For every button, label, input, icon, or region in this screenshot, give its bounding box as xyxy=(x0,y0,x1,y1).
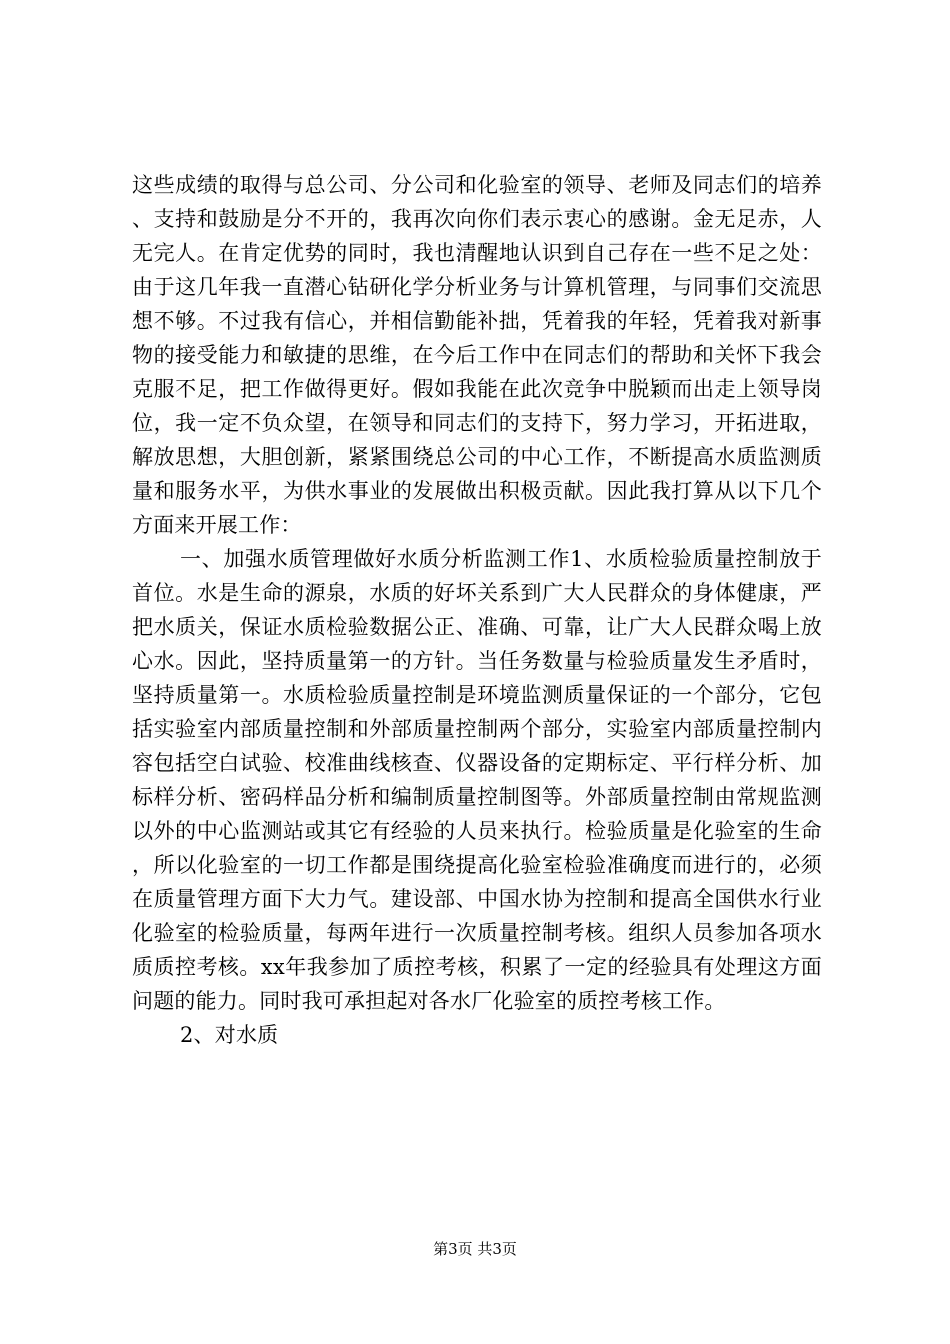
page-number-footer: 第3页 共3页 xyxy=(433,1240,517,1258)
paragraph-section-2-heading: 2、对水质 xyxy=(180,1023,279,1047)
paragraph-water-quality-management: 一、加强水质管理做好水质分析监测工作1、水质检验质量控制放于首位。水是生命的源泉，水质的好坏关系到广大人民群众的身体健康，严把水质关，保证水质检验数据公正、准确、可靠，让广大人民群众喝上放心水。因此，坚持质量第一的方针。当任务数量与检验质量发生矛盾时，坚持质量第一。水质检验质量控制是环境监测质量保证的一个部分，它包括实验室内部质量控制和外部质量控制两个部分，实验室内部质量控制内容包括空白试验、校准曲线核查、仪器设备的定期标定、平行样分析、加标样分析、密码样品分析和编制质量控制图等。外部质量控制由常规监测以外的中心监测站或其它有经验的人员来执行。检验质量是化验室的生命，所以化验室的一切工作都是围绕提高化验室检验准确度而进行的，必须在质量管理方面下大力气。建设部、中国水协为控制和提高全国供水行业化验室的检验质量，每两年进行一次质量控制考核。组织人员参加各项水质质控考核。xx年我参加了质控考核，积累了一定的经验具有处理这方面问题的能力。同时我可承担起对各水厂化验室的质控考核工作。 xyxy=(132,547,822,1013)
document-body xyxy=(132,168,822,1052)
paragraph-acknowledgement: 这些成绩的取得与总公司、分公司和化验室的领导、老师及同志们的培养、支持和鼓励是分不开的，我再次向你们表示衷心的感谢。金无足赤，人无完人。在肯定优势的同时，我也清醒地认识到自己存在一些不足之处：由于这几年我一直潜心钻研化学分析业务与计算机管理，与同事们交流思想不够。不过我有信心，并相信勤能补拙，凭着我的年轻，凭着我对新事物的接受能力和敏捷的思维，在今后工作中在同志们的帮助和关怀下我会克服不足，把工作做得更好。假如我能在此次竞争中脱颖而出走上领导岗位，我一定不负众望，在领导和同志们的支持下，努力学习，开拓进取，解放思想，大胆创新，紧紧围绕总公司的中心工作，不断提高水质监测质量和服务水平，为供水事业的发展做出积极贡献。因此我打算从以下几个方面来开展工作： xyxy=(132,173,822,537)
